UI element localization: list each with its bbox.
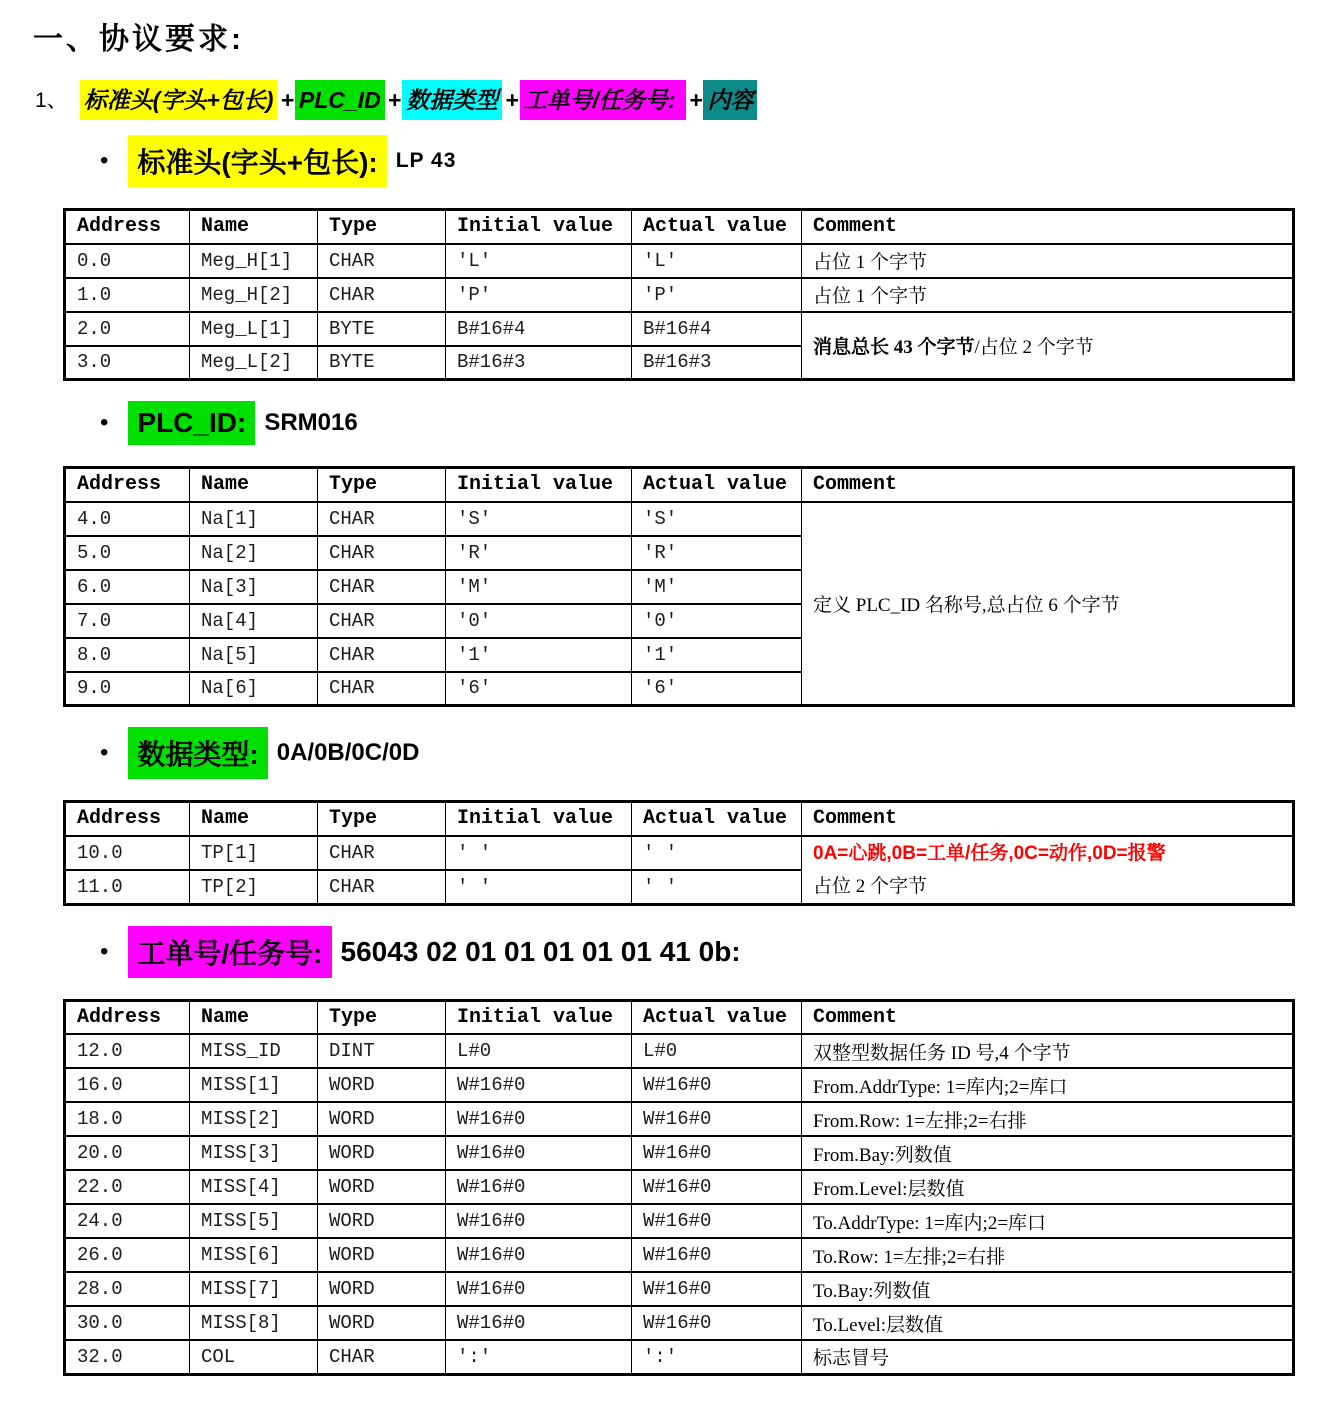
table-cell: WORD bbox=[318, 1102, 446, 1136]
table-cell: Na[6] bbox=[190, 672, 318, 706]
formula-content: 内容 bbox=[703, 80, 757, 120]
section-label-standard-header: 标准头(字头+包长): bbox=[128, 135, 386, 187]
column-header: Initial value bbox=[446, 802, 632, 836]
table-cell: 16.0 bbox=[65, 1068, 190, 1102]
table-cell: 22.0 bbox=[65, 1170, 190, 1204]
table-cell: CHAR bbox=[318, 570, 446, 604]
column-header: Address bbox=[65, 802, 190, 836]
table-cell: MISS[8] bbox=[190, 1306, 318, 1340]
table-cell: W#16#0 bbox=[632, 1136, 802, 1170]
section-value-plc-id: SRM016 bbox=[264, 409, 358, 436]
section-value-data-type: 0A/0B/0C/0D bbox=[276, 739, 420, 766]
comment-cell: 标志冒号 bbox=[802, 1340, 1294, 1374]
comment-cell bbox=[802, 312, 1294, 380]
bullet-icon: • bbox=[100, 409, 109, 436]
table-cell: WORD bbox=[318, 1136, 446, 1170]
table-row bbox=[65, 1102, 1294, 1136]
table-cell: WORD bbox=[318, 1306, 446, 1340]
table-cell: W#16#0 bbox=[446, 1204, 632, 1238]
table-cell: 7.0 bbox=[65, 604, 190, 638]
comment-cell: To.Row: 1=左排;2=右排 bbox=[802, 1238, 1294, 1272]
table-cell: 3.0 bbox=[65, 346, 190, 380]
protocol-formula bbox=[80, 82, 760, 115]
table-cell: W#16#0 bbox=[446, 1272, 632, 1306]
comment-text: 消息总长 43 个字节 bbox=[813, 336, 975, 358]
table-cell: DINT bbox=[318, 1034, 446, 1068]
table-cell: 6.0 bbox=[65, 570, 190, 604]
table-cell: 12.0 bbox=[65, 1034, 190, 1068]
table-row bbox=[65, 312, 1294, 346]
column-header: Address bbox=[65, 468, 190, 502]
comment-cell: To.Level:层数值 bbox=[802, 1306, 1294, 1340]
table-cell: L#0 bbox=[446, 1034, 632, 1068]
table-cell: WORD bbox=[318, 1170, 446, 1204]
table-cell: MISS[7] bbox=[190, 1272, 318, 1306]
table-cell: '0' bbox=[632, 604, 802, 638]
comment-text: /占位 2 个字节 bbox=[974, 336, 1094, 358]
table-cell: '6' bbox=[632, 672, 802, 706]
table-cell: W#16#0 bbox=[446, 1170, 632, 1204]
table-cell: B#16#3 bbox=[446, 346, 632, 380]
table-cell: ':' bbox=[632, 1340, 802, 1374]
table-cell: CHAR bbox=[318, 278, 446, 312]
column-header: Actual value bbox=[632, 1000, 802, 1034]
table-row bbox=[65, 278, 1294, 312]
table-cell: B#16#4 bbox=[632, 312, 802, 346]
section-label-data-type: 数据类型: bbox=[128, 727, 267, 779]
table-cell: W#16#0 bbox=[446, 1306, 632, 1340]
table-cell: WORD bbox=[318, 1068, 446, 1102]
section-heading-data-type bbox=[100, 727, 1344, 779]
column-header: Comment bbox=[802, 210, 1294, 244]
table-cell: 0.0 bbox=[65, 244, 190, 278]
column-header: Comment bbox=[802, 802, 1294, 836]
table-cell: 'L' bbox=[632, 244, 802, 278]
table-cell: 'P' bbox=[632, 278, 802, 312]
table-cell: CHAR bbox=[318, 638, 446, 672]
column-header: Type bbox=[318, 210, 446, 244]
comment-cell: To.AddrType: 1=库内;2=库口 bbox=[802, 1204, 1294, 1238]
table-row bbox=[65, 1340, 1294, 1374]
table-cell: Meg_H[1] bbox=[190, 244, 318, 278]
column-header: Type bbox=[318, 1000, 446, 1034]
table-cell: W#16#0 bbox=[446, 1102, 632, 1136]
bullet-icon: • bbox=[100, 739, 109, 766]
table-cell: MISS_ID bbox=[190, 1034, 318, 1068]
table-cell: CHAR bbox=[318, 672, 446, 706]
table-cell: 2.0 bbox=[65, 312, 190, 346]
formula-plus-2: + bbox=[387, 87, 402, 113]
column-header: Type bbox=[318, 468, 446, 502]
table-cell: '0' bbox=[446, 604, 632, 638]
column-header: Actual value bbox=[632, 802, 802, 836]
table-row bbox=[65, 836, 1294, 870]
table-cell: CHAR bbox=[318, 536, 446, 570]
formula-plus-1: + bbox=[280, 87, 294, 113]
table-cell: W#16#0 bbox=[446, 1068, 632, 1102]
table-cell: 26.0 bbox=[65, 1238, 190, 1272]
table-cell: 18.0 bbox=[65, 1102, 190, 1136]
table-cell: 5.0 bbox=[65, 536, 190, 570]
table-header-row bbox=[65, 210, 1294, 244]
table-cell: BYTE bbox=[318, 312, 446, 346]
table-cell: 'M' bbox=[446, 570, 632, 604]
table-cell: W#16#0 bbox=[632, 1170, 802, 1204]
table-cell: WORD bbox=[318, 1272, 446, 1306]
table-cell: WORD bbox=[318, 1238, 446, 1272]
table-cell: Na[3] bbox=[190, 570, 318, 604]
bullet-icon: • bbox=[100, 147, 109, 174]
table-row bbox=[65, 1170, 1294, 1204]
table-cell: '6' bbox=[446, 672, 632, 706]
table-cell: 8.0 bbox=[65, 638, 190, 672]
formula-plus-3: + bbox=[505, 87, 519, 113]
table-cell: Na[5] bbox=[190, 638, 318, 672]
table-cell: 24.0 bbox=[65, 1204, 190, 1238]
table-cell: 10.0 bbox=[65, 836, 190, 870]
table-row bbox=[65, 244, 1294, 278]
formula-standard-header: 标准头(字头+包长) bbox=[80, 80, 278, 120]
table-cell: TP[1] bbox=[190, 836, 318, 870]
table-row bbox=[65, 1068, 1294, 1102]
table-cell: MISS[6] bbox=[190, 1238, 318, 1272]
section-heading-standard-header bbox=[100, 135, 1344, 187]
table-cell: 28.0 bbox=[65, 1272, 190, 1306]
section-heading-plc-id bbox=[100, 401, 1344, 445]
table-cell: CHAR bbox=[318, 244, 446, 278]
table-cell: CHAR bbox=[318, 870, 446, 904]
table-cell: ' ' bbox=[632, 870, 802, 904]
comment-cell: 占位 1 个字节 bbox=[802, 278, 1294, 312]
section-heading-mission bbox=[100, 926, 1344, 978]
table-cell: W#16#0 bbox=[632, 1204, 802, 1238]
table-cell: 'P' bbox=[446, 278, 632, 312]
bullet-icon: • bbox=[100, 937, 109, 965]
table-cell: CHAR bbox=[318, 502, 446, 536]
comment-cell: 定义 PLC_ID 名称号,总占位 6 个字节 bbox=[802, 502, 1294, 706]
table-cell: Na[1] bbox=[190, 502, 318, 536]
table-cell: Na[4] bbox=[190, 604, 318, 638]
comment-text: 0A=心跳,0B=工单/任务,0C=动作,0D=报警 bbox=[813, 842, 1166, 864]
standard-header-table bbox=[63, 208, 1295, 381]
table-cell: 11.0 bbox=[65, 870, 190, 904]
table-cell: 32.0 bbox=[65, 1340, 190, 1374]
section-value-standard-header: LP 43 bbox=[395, 149, 457, 172]
table-cell: '1' bbox=[446, 638, 632, 672]
plc-id-table bbox=[63, 466, 1295, 707]
table-row bbox=[65, 1034, 1294, 1068]
table-cell: CHAR bbox=[318, 836, 446, 870]
mission-table bbox=[63, 999, 1295, 1376]
column-header: Address bbox=[65, 1000, 190, 1034]
table-cell: W#16#0 bbox=[632, 1238, 802, 1272]
table-cell: 'S' bbox=[446, 502, 632, 536]
table-cell: 'L' bbox=[446, 244, 632, 278]
column-header: Name bbox=[190, 468, 318, 502]
comment-cell: From.Row: 1=左排;2=右排 bbox=[802, 1102, 1294, 1136]
formula-plc-id: PLC_ID bbox=[295, 80, 385, 120]
table-cell: 'R' bbox=[446, 536, 632, 570]
table-row bbox=[65, 1204, 1294, 1238]
data-type-table bbox=[63, 800, 1295, 906]
table-cell: ' ' bbox=[632, 836, 802, 870]
table-cell: MISS[1] bbox=[190, 1068, 318, 1102]
table-header-row bbox=[65, 802, 1294, 836]
comment-cell: From.AddrType: 1=库内;2=库口 bbox=[802, 1068, 1294, 1102]
table-cell: W#16#0 bbox=[632, 1068, 802, 1102]
table-row bbox=[65, 1272, 1294, 1306]
table-cell: L#0 bbox=[632, 1034, 802, 1068]
table-cell: 30.0 bbox=[65, 1306, 190, 1340]
table-cell: MISS[3] bbox=[190, 1136, 318, 1170]
table-cell: MISS[2] bbox=[190, 1102, 318, 1136]
page-title: 一、协议要求: bbox=[33, 23, 244, 56]
table-cell: CHAR bbox=[318, 1340, 446, 1374]
table-header-row bbox=[65, 1000, 1294, 1034]
comment-text: 占位 2 个字节 bbox=[813, 875, 928, 897]
table-cell: Meg_H[2] bbox=[190, 278, 318, 312]
table-row bbox=[65, 1306, 1294, 1340]
column-header: Initial value bbox=[446, 1000, 632, 1034]
table-cell: W#16#0 bbox=[632, 1102, 802, 1136]
formula-plus-4: + bbox=[689, 87, 703, 113]
column-header: Address bbox=[65, 210, 190, 244]
table-cell: BYTE bbox=[318, 346, 446, 380]
table-cell: 9.0 bbox=[65, 672, 190, 706]
comment-cell: From.Bay:列数值 bbox=[802, 1136, 1294, 1170]
column-header: Name bbox=[190, 210, 318, 244]
table-cell: MISS[4] bbox=[190, 1170, 318, 1204]
list-number: 1、 bbox=[35, 88, 68, 112]
table-header-row bbox=[65, 468, 1294, 502]
section-label-mission: 工单号/任务号: bbox=[128, 926, 331, 978]
table-cell: W#16#0 bbox=[632, 1272, 802, 1306]
table-cell: 'S' bbox=[632, 502, 802, 536]
table-cell: Meg_L[2] bbox=[190, 346, 318, 380]
table-cell: Meg_L[1] bbox=[190, 312, 318, 346]
table-cell: MISS[5] bbox=[190, 1204, 318, 1238]
table-cell: ':' bbox=[446, 1340, 632, 1374]
table-cell: W#16#0 bbox=[446, 1238, 632, 1272]
table-cell: B#16#4 bbox=[446, 312, 632, 346]
table-cell: W#16#0 bbox=[632, 1306, 802, 1340]
table-row bbox=[65, 1136, 1294, 1170]
column-header: Comment bbox=[802, 468, 1294, 502]
section-label-plc-id: PLC_ID: bbox=[128, 401, 255, 445]
formula-mission-id: 工单号/任务号: bbox=[520, 80, 686, 120]
table-cell: TP[2] bbox=[190, 870, 318, 904]
formula-data-type: 数据类型 bbox=[402, 80, 502, 120]
column-header: Comment bbox=[802, 1000, 1294, 1034]
column-header: Actual value bbox=[632, 210, 802, 244]
table-row bbox=[65, 1238, 1294, 1272]
comment-cell: From.Level:层数值 bbox=[802, 1170, 1294, 1204]
column-header: Initial value bbox=[446, 210, 632, 244]
column-header: Initial value bbox=[446, 468, 632, 502]
table-cell: W#16#0 bbox=[446, 1136, 632, 1170]
table-cell: 1.0 bbox=[65, 278, 190, 312]
table-cell: 'M' bbox=[632, 570, 802, 604]
column-header: Type bbox=[318, 802, 446, 836]
comment-cell bbox=[802, 836, 1294, 905]
comment-cell: To.Bay:列数值 bbox=[802, 1272, 1294, 1306]
table-cell: 'R' bbox=[632, 536, 802, 570]
table-cell: '1' bbox=[632, 638, 802, 672]
table-cell: ' ' bbox=[446, 836, 632, 870]
protocol-formula-line bbox=[35, 82, 1344, 115]
table-cell: 20.0 bbox=[65, 1136, 190, 1170]
table-cell: CHAR bbox=[318, 604, 446, 638]
comment-cell: 占位 1 个字节 bbox=[802, 244, 1294, 278]
table-cell: WORD bbox=[318, 1204, 446, 1238]
table-cell: COL bbox=[190, 1340, 318, 1374]
column-header: Name bbox=[190, 802, 318, 836]
table-cell: ' ' bbox=[446, 870, 632, 904]
table-cell: B#16#3 bbox=[632, 346, 802, 380]
comment-cell: 双整型数据任务 ID 号,4 个字节 bbox=[802, 1034, 1294, 1068]
column-header: Name bbox=[190, 1000, 318, 1034]
table-cell: 4.0 bbox=[65, 502, 190, 536]
table-cell: Na[2] bbox=[190, 536, 318, 570]
table-row bbox=[65, 502, 1294, 536]
column-header: Actual value bbox=[632, 468, 802, 502]
section-value-mission: 56043 02 01 01 01 01 01 41 0b: bbox=[340, 935, 741, 967]
